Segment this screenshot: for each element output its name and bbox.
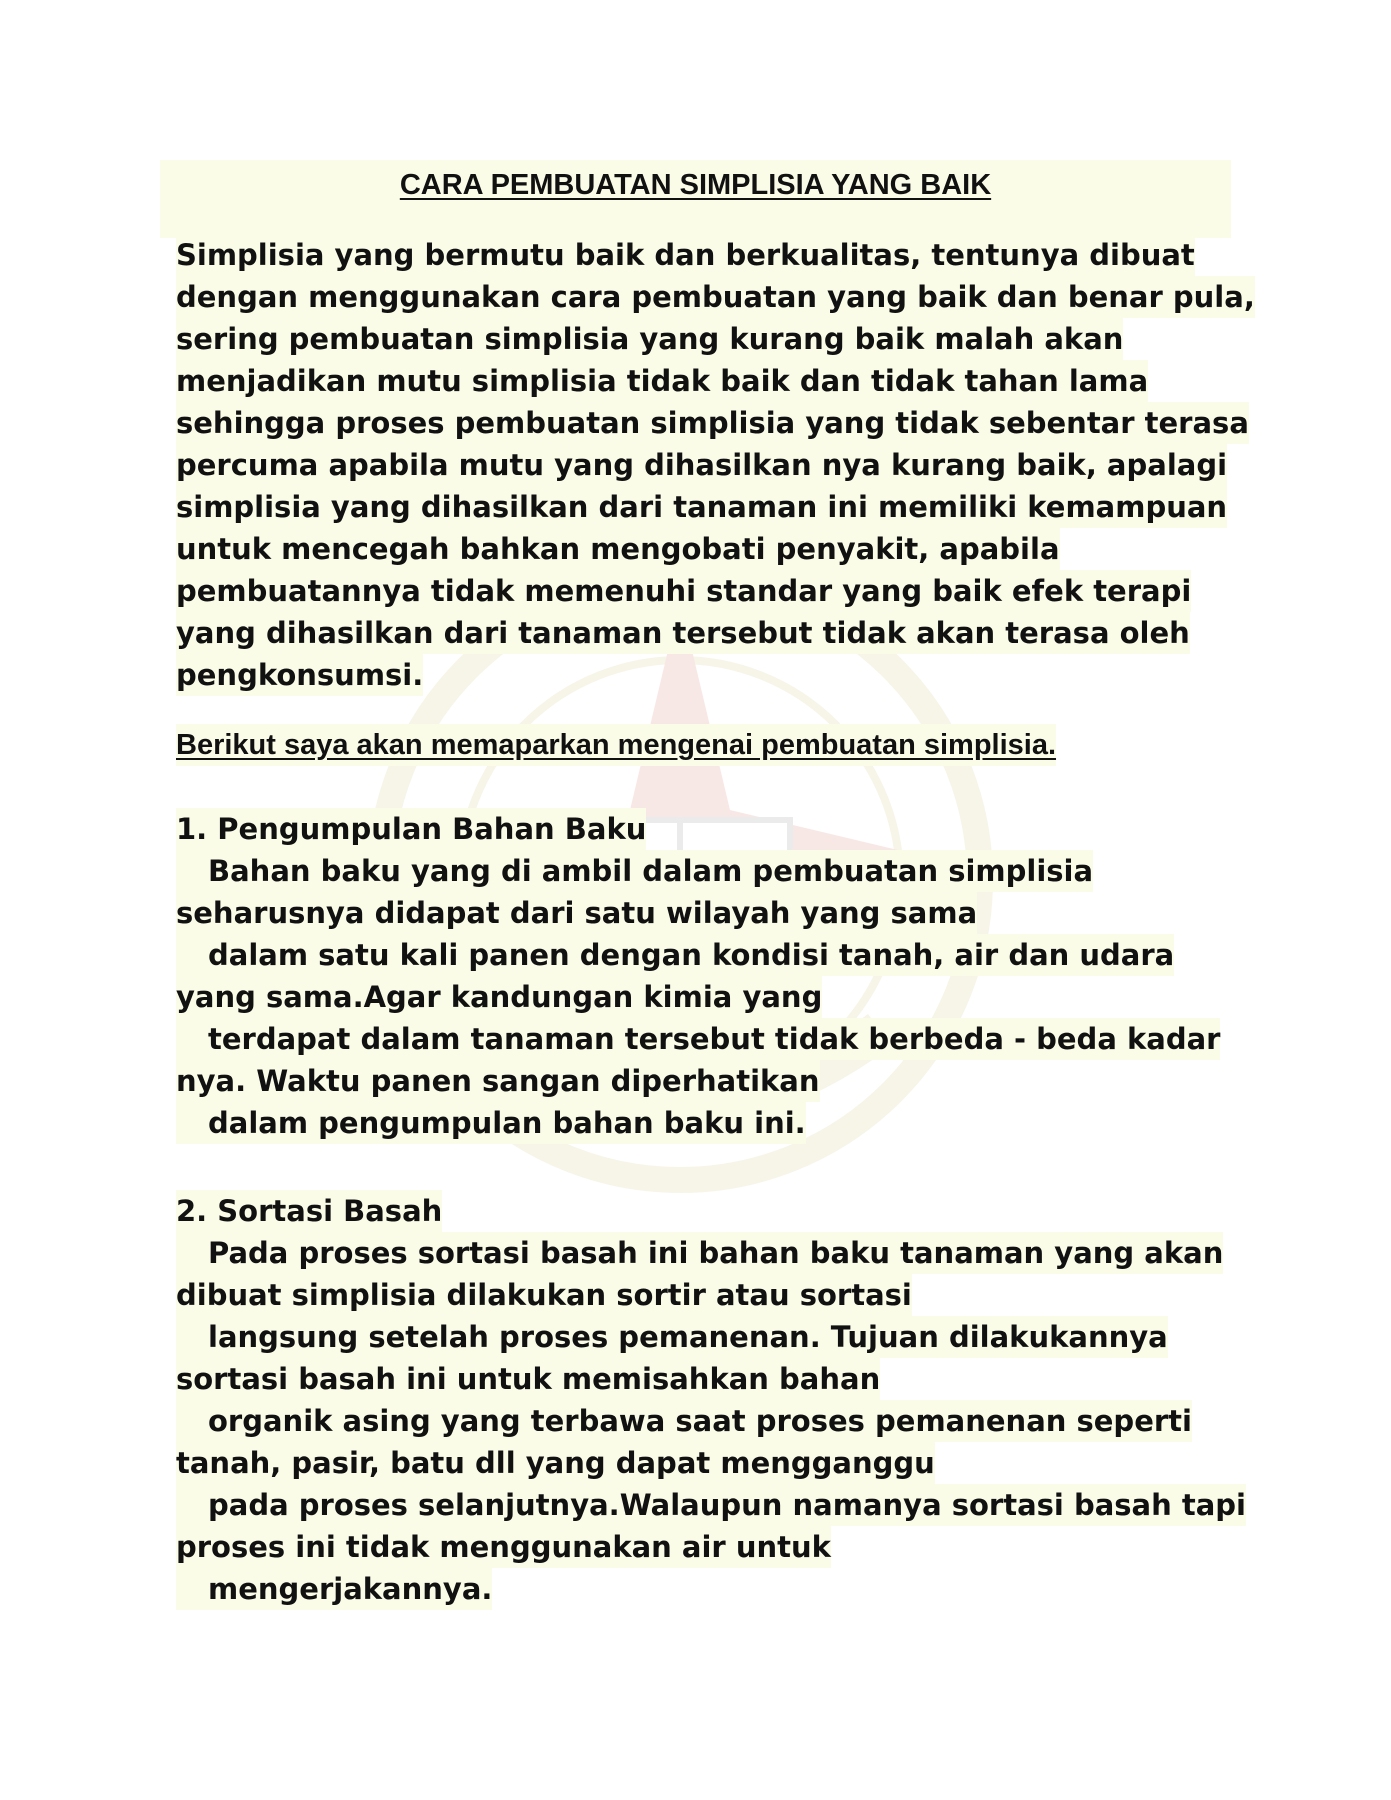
section-line: pada proses selanjutnya.Walaupun namanya sortasi basah tapi: [176, 1484, 1246, 1526]
section-line: sortasi basah ini untuk memisahkan bahan: [176, 1358, 880, 1400]
section-line: dalam pengumpulan bahan baku ini.: [176, 1102, 806, 1144]
intro-line: untuk mencegah bahkan mengobati penyakit, apabila: [176, 528, 1060, 570]
intro-line: sering pembuatan simplisia yang kurang baik malah akan: [176, 318, 1123, 360]
section-heading: 2. Sortasi Basah: [176, 1190, 442, 1232]
intro-line: pengkonsumsi.: [176, 654, 423, 696]
section-line: yang sama.Agar kandungan kimia yang: [176, 976, 822, 1018]
intro-line: menjadikan mutu simplisia tidak baik dan tidak tahan lama: [176, 360, 1148, 402]
intro-paragraph: [176, 234, 1255, 696]
section-line: Pada proses sortasi basah ini bahan baku tanaman yang akan: [176, 1232, 1223, 1274]
intro-line: pembuatannya tidak memenuhi standar yang baik efek terapi: [176, 570, 1191, 612]
section-1: [176, 808, 1220, 1144]
subtitle: Berikut saya akan memaparkan mengenai pembuatan simplisia.: [176, 724, 1056, 766]
section-heading: 1. Pengumpulan Bahan Baku: [176, 808, 646, 850]
intro-line: simplisia yang dihasilkan dari tanaman ini memiliki kemampuan: [176, 486, 1227, 528]
section-line: organik asing yang terbawa saat proses pemanenan seperti: [176, 1400, 1192, 1442]
section-line: terdapat dalam tanaman tersebut tidak berbeda - beda kadar: [176, 1018, 1220, 1060]
page-title: CARA PEMBUATAN SIMPLISIA YANG BAIK: [399, 169, 992, 201]
section-line: nya. Waktu panen sangan diperhatikan: [176, 1060, 820, 1102]
section-line: dalam satu kali panen dengan kondisi tanah, air dan udara: [176, 934, 1174, 976]
section-line: proses ini tidak menggunakan air untuk: [176, 1526, 831, 1568]
section-line: Bahan baku yang di ambil dalam pembuatan simplisia: [176, 850, 1093, 892]
section-line: langsung setelah proses pemanenan. Tujuan dilakukannya: [176, 1316, 1168, 1358]
section-line: tanah, pasir, batu dll yang dapat mengganggu: [176, 1442, 935, 1484]
section-line: dibuat simplisia dilakukan sortir atau sortasi: [176, 1274, 912, 1316]
intro-line: sehingga proses pembuatan simplisia yang tidak sebentar terasa: [176, 402, 1249, 444]
intro-line: dengan menggunakan cara pembuatan yang baik dan benar pula,: [176, 276, 1255, 318]
intro-line: percuma apabila mutu yang dihasilkan nya kurang baik, apalagi: [176, 444, 1227, 486]
section-2: [176, 1190, 1246, 1610]
intro-line: Simplisia yang bermutu baik dan berkualitas, tentunya dibuat: [176, 234, 1195, 276]
intro-line: yang dihasilkan dari tanaman tersebut tidak akan terasa oleh: [176, 612, 1190, 654]
section-line: mengerjakannya.: [176, 1568, 492, 1610]
section-line: seharusnya didapat dari satu wilayah yang sama: [176, 892, 977, 934]
